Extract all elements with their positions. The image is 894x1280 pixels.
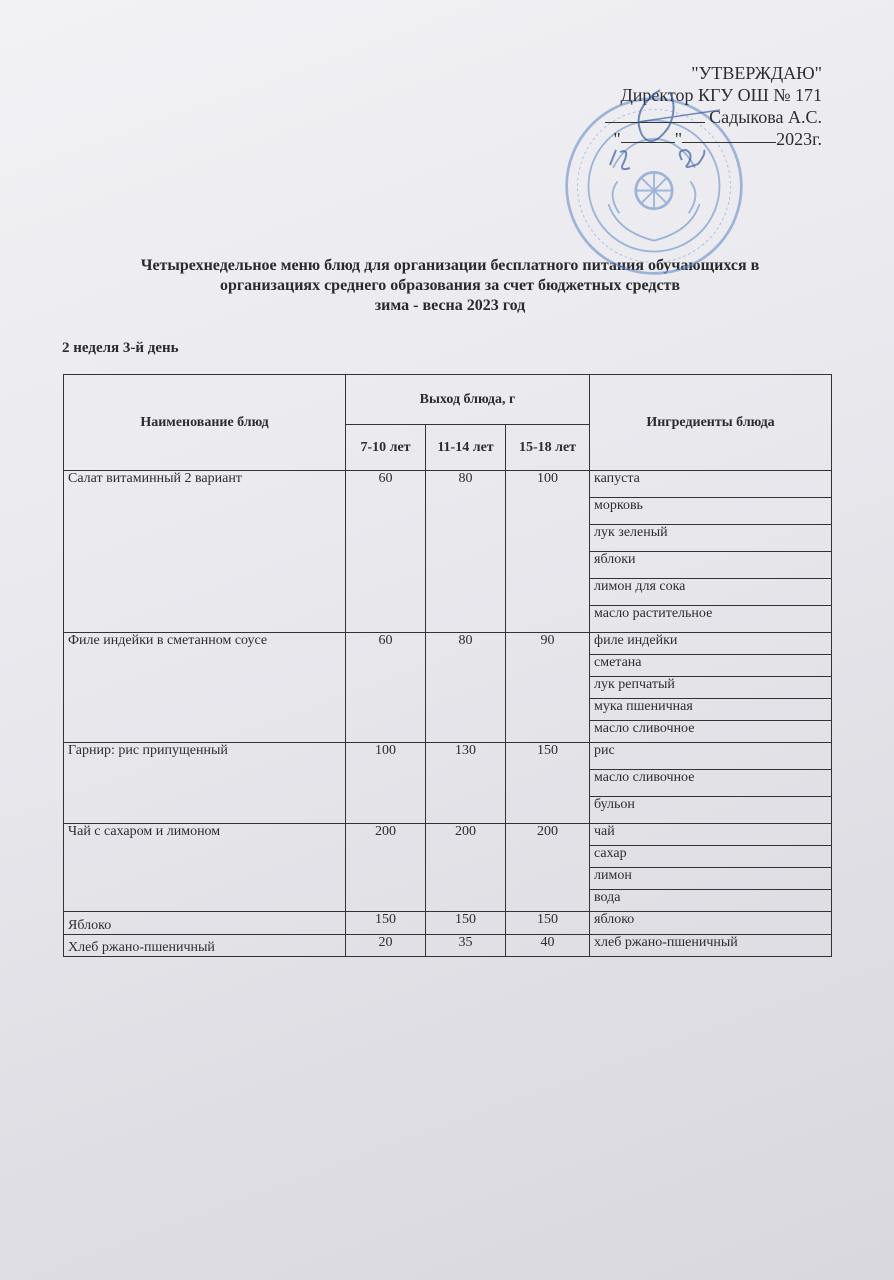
ingredient: рис [590,743,832,770]
yield-age-11-14: 200 [426,824,506,912]
yield-age-11-14: 150 [426,912,506,935]
ingredient: чай [590,824,832,846]
yield-age-7-10: 100 [346,743,426,824]
dish-name: Гарнир: рис припущенный [64,743,346,824]
yield-age-11-14: 80 [426,471,506,633]
dish-name: Салат витаминный 2 вариант [64,471,346,633]
ingredient: морковь [590,498,832,525]
ingredient: масло сливочное [590,770,832,797]
header-age-7-10: 7-10 лет [346,425,426,471]
dish-name: Хлеб ржано-пшеничный [64,935,346,957]
week-day-label: 2 неделя 3-й день [62,340,179,356]
yield-age-7-10: 150 [346,912,426,935]
yield-age-15-18: 150 [506,743,590,824]
table-row [64,743,832,770]
menu-table [63,374,832,957]
yield-age-11-14: 130 [426,743,506,824]
table-row [64,935,832,957]
ingredient: лимон [590,868,832,890]
date-close-quote: " [674,129,683,149]
ingredient: яблоки [590,552,832,579]
ingredient: мука пшеничная [590,699,832,721]
ingredient: масло растительное [590,606,832,633]
yield-age-11-14: 35 [426,935,506,957]
header-ingredients: Ингредиенты блюда [590,375,832,471]
yield-age-7-10: 60 [346,471,426,633]
ingredient: лук зеленый [590,525,832,552]
ingredient: яблоко [590,912,832,935]
header-yield: Выход блюда, г [346,375,590,425]
table-row [64,471,832,498]
yield-age-15-18: 100 [506,471,590,633]
approval-heading: "УТВЕРЖДАЮ" [691,63,822,83]
ingredient: лимон для сока [590,579,832,606]
date-open-quote: " [613,129,621,149]
title-line-3: зима - весна 2023 год [374,297,526,314]
yield-age-15-18: 150 [506,912,590,935]
dish-name: Филе индейки в сметанном соусе [64,633,346,743]
dish-name: Чай с сахаром и лимоном [64,824,346,912]
ingredient: филе индейки [590,633,832,655]
title-line-1: Четырехнедельное меню блюд для организации бесплатного питания обучающихся в [140,257,760,274]
yield-age-7-10: 200 [346,824,426,912]
yield-age-15-18: 40 [506,935,590,957]
yield-age-7-10: 20 [346,935,426,957]
title-line-2: организациях среднего образования за счет бюджетных средств [219,277,681,294]
header-age-11-14: 11-14 лет [426,425,506,471]
signature [590,80,750,190]
yield-age-15-18: 200 [506,824,590,912]
ingredient: хлеб ржано-пшеничный [590,935,832,957]
ingredient: бульон [590,797,832,824]
ingredient: сметана [590,655,832,677]
ingredient: масло сливочное [590,721,832,743]
table-row [64,633,832,655]
approval-position: Директор КГУ ОШ № 171 [620,85,822,105]
header-age-15-18: 15-18 лет [506,425,590,471]
ingredient: сахар [590,846,832,868]
header-dish-name: Наименование блюд [64,375,346,471]
date-year: 2023г. [776,129,822,149]
ingredient: вода [590,890,832,912]
table-row [64,912,832,935]
yield-age-7-10: 60 [346,633,426,743]
table-row [64,824,832,846]
yield-age-11-14: 80 [426,633,506,743]
dish-name: Яблоко [64,912,346,935]
ingredient: лук репчатый [590,677,832,699]
yield-age-15-18: 90 [506,633,590,743]
ingredient: капуста [590,471,832,498]
approval-name: Садыкова А.С. [709,107,822,127]
